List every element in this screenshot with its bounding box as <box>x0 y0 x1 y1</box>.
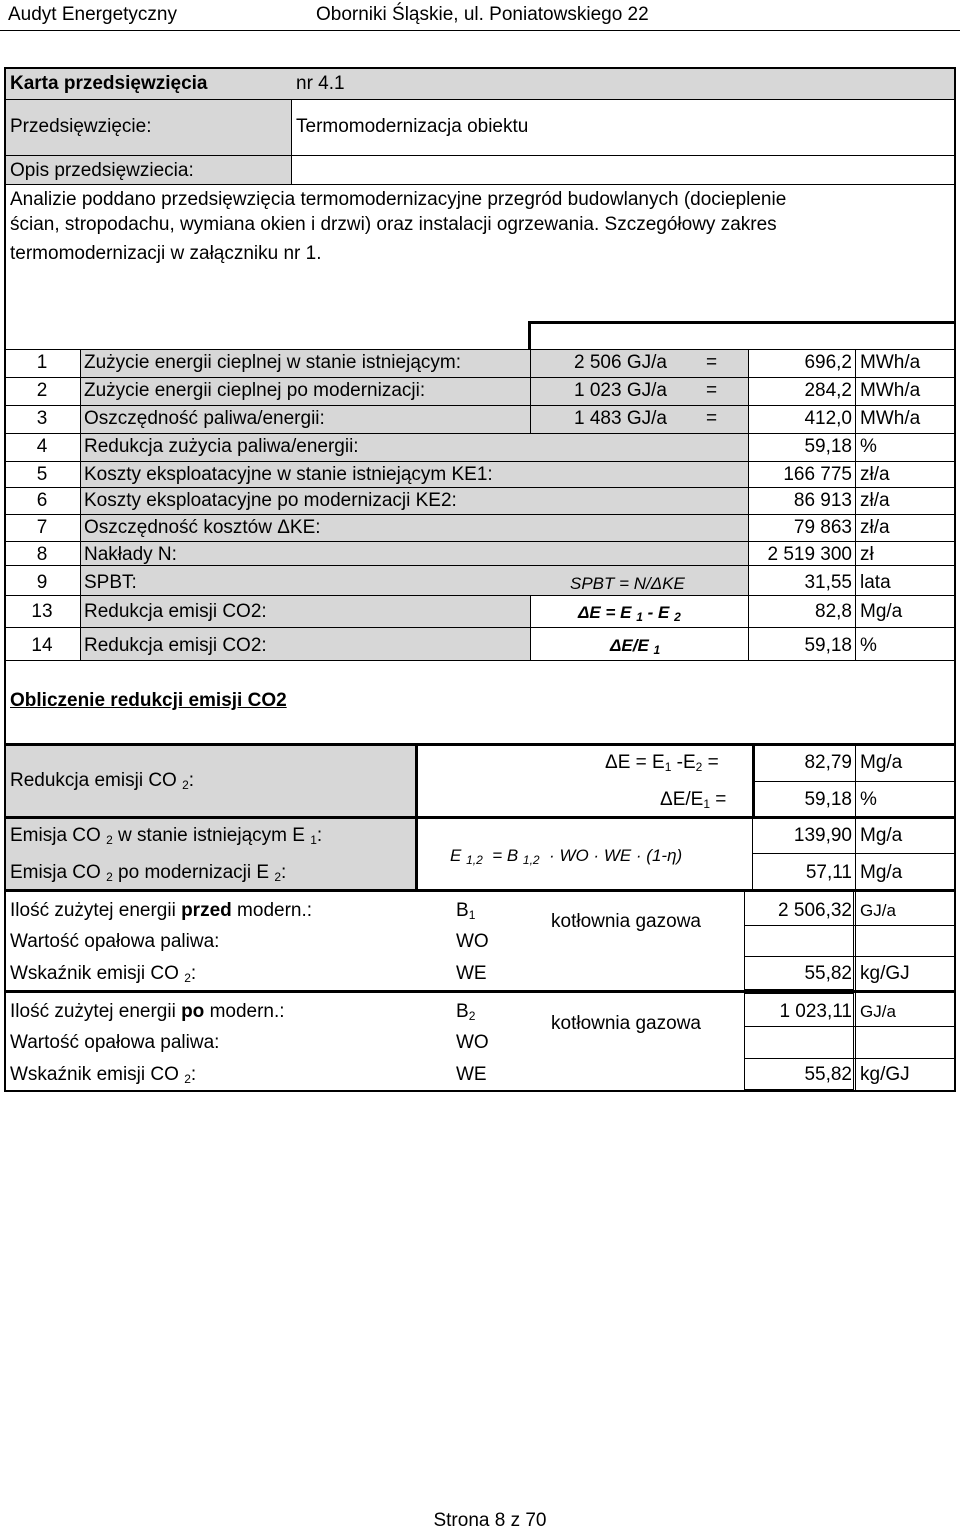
row-unit: Mg/a <box>860 601 903 622</box>
after-sym-b: $B_2$ <box>456 1001 476 1023</box>
desc-label: Opis przedsięwziecia: <box>10 160 194 181</box>
row-no: 6 <box>36 490 48 511</box>
before-wo-label: Wartość opałowa paliwa: <box>10 931 220 952</box>
row-label: Zużycie energii cieplnej po modernizacji: <box>84 380 426 401</box>
de-formula: $\Delta E = E_1$ $-E_2$ = <box>605 752 719 774</box>
after-qty-label: Ilość zużytej energii po modern.: <box>10 1001 285 1022</box>
header-left: Audyt Energetyczny <box>8 4 177 25</box>
row-eq: = <box>706 408 718 429</box>
row-value: 79 863 <box>793 517 852 538</box>
row-unit: MWh/a <box>860 352 921 373</box>
e2-unit: Mg/a <box>860 862 903 883</box>
row-label: Redukcja emisji CO2: <box>84 601 267 622</box>
row-label: Nakłady N: <box>84 544 177 565</box>
row-gj: 2 506 GJ/a <box>574 352 667 373</box>
before-we-label: Wskaźnik emisji CO $_2$: <box>10 963 197 985</box>
after-source: kotłownia gazowa <box>551 1013 701 1034</box>
row-no: 3 <box>36 408 48 429</box>
before-sym-we: WE <box>456 963 487 984</box>
after-we-unit: kg/GJ <box>860 1064 910 1085</box>
before-qty-value: 2 506,32 <box>778 900 852 921</box>
desc-line-1: Analizie poddano przedsięwzięcia termomodernizacyjne przegród budowlanych (docieplenie <box>10 189 787 210</box>
after-wo-label: Wartość opałowa paliwa: <box>10 1032 220 1053</box>
before-source: kotłownia gazowa <box>551 911 701 932</box>
row-label: Oszczędność kosztów ΔKE: <box>84 517 321 538</box>
desc-line-3: termomodernizacji w załączniku nr 1. <box>10 243 322 264</box>
e1-value: 139,90 <box>793 825 852 846</box>
row-unit: zł <box>860 544 874 565</box>
row-unit: zł/a <box>860 517 890 538</box>
row-gj: 1 023 GJ/a <box>574 380 667 401</box>
project-label: Przedsięwzięcie: <box>10 116 152 137</box>
row-no: 13 <box>31 601 53 622</box>
e1-unit: Mg/a <box>860 825 903 846</box>
before-we-unit: kg/GJ <box>860 963 910 984</box>
row-unit: % <box>860 436 877 457</box>
card-number: nr 4.1 <box>296 73 345 94</box>
page-footer: Strona 8 z 70 <box>433 1510 547 1531</box>
row-label: Koszty eksploatacyjne po modernizacji KE2: <box>84 490 457 511</box>
before-we-value: 55,82 <box>804 963 852 984</box>
row-formula: SPBT = N/ΔKE <box>570 574 685 593</box>
desc-line-2: ścian, stropodachu, wymiana okien i drzwi) oraz instalacji ogrzewania. Szczegółowy zakres <box>10 214 777 235</box>
after-we-label: Wskaźnik emisji CO $_2$: <box>10 1064 197 1086</box>
page-header <box>0 0 960 31</box>
row-unit: MWh/a <box>860 408 921 429</box>
row-value: 284,2 <box>804 380 852 401</box>
before-qty-unit: GJ/a <box>860 901 896 920</box>
row-eq: = <box>706 380 718 401</box>
after-qty-unit: GJ/a <box>860 1002 896 1021</box>
row-label: Oszczędność paliwa/energii: <box>84 408 325 429</box>
after-sym-we: WE <box>456 1064 487 1085</box>
row-value: 59,18 <box>804 436 852 457</box>
row-gj: 1 483 GJ/a <box>574 408 667 429</box>
row-no: 4 <box>36 436 48 457</box>
row-formula: ΔE = E $_1$ - E $_2$ <box>578 603 681 624</box>
row-unit: MWh/a <box>860 380 921 401</box>
row-no: 14 <box>31 635 53 656</box>
row-label: SPBT: <box>84 572 137 593</box>
card-title: Karta przedsięwzięcia <box>10 73 208 94</box>
row-unit: zł/a <box>860 490 890 511</box>
row-no: 2 <box>36 380 48 401</box>
e1-label: Emisja CO $_2$ w stanie istniejącym E $_1$: <box>10 825 323 847</box>
header-center: Oborniki Śląskie, ul. Poniatowskiego 22 <box>316 4 649 25</box>
ratio-value: 59,18 <box>804 789 852 810</box>
row-unit: zł/a <box>860 464 890 485</box>
row-label: Koszty eksploatacyjne w stanie istniejącym KE1: <box>84 464 493 485</box>
ratio-unit: % <box>860 789 877 810</box>
row-value: 31,55 <box>804 572 852 593</box>
ratio-formula: $\Delta E/E_1$ = <box>660 789 727 811</box>
row-value: 412,0 <box>804 408 852 429</box>
project-value: Termomodernizacja obiektu <box>296 116 529 137</box>
before-sym-b: $B_1$ <box>456 900 476 922</box>
row-formula: ΔE/E $_1$ <box>610 636 661 657</box>
row-value: 86 913 <box>793 490 852 511</box>
co2-reduction-label: Redukcja emisji CO $_2$: <box>10 770 195 792</box>
row-label: Redukcja zużycia paliwa/energii: <box>84 436 359 457</box>
before-sym-wo: WO <box>456 931 489 952</box>
e2-label: Emisja CO $_2$ po modernizacji E $_2$: <box>10 862 287 884</box>
row-value: 59,18 <box>804 635 852 656</box>
before-qty-label: Ilość zużytej energii przed modern.: <box>10 900 313 921</box>
row-value: 82,8 <box>815 601 852 622</box>
row-no: 1 <box>36 352 48 373</box>
row-label: Zużycie energii cieplnej w stanie istniejącym: <box>84 352 461 373</box>
row-eq: = <box>706 352 718 373</box>
row-no: 5 <box>36 464 48 485</box>
row-value: 2 519 300 <box>767 544 852 565</box>
row-no: 7 <box>36 517 48 538</box>
row-label: Redukcja emisji CO2: <box>84 635 267 656</box>
row-no: 9 <box>36 572 48 593</box>
row-value: 696,2 <box>804 352 852 373</box>
row-value: 166 775 <box>783 464 852 485</box>
after-we-value: 55,82 <box>804 1064 852 1085</box>
de-unit: Mg/a <box>860 752 903 773</box>
after-sym-wo: WO <box>456 1032 489 1053</box>
co2-heading: Obliczenie redukcji emisji CO2 <box>10 690 287 711</box>
row-no: 8 <box>36 544 48 565</box>
row-unit: % <box>860 635 877 656</box>
row-unit: lata <box>860 572 891 593</box>
after-qty-value: 1 023,11 <box>779 1001 852 1022</box>
main-formula: E $_{1,2}$ = B $_{1,2}$ · WO · WE · (1-η) <box>450 846 683 867</box>
e2-value: 57,11 <box>805 862 852 883</box>
de-value: 82,79 <box>804 752 852 773</box>
